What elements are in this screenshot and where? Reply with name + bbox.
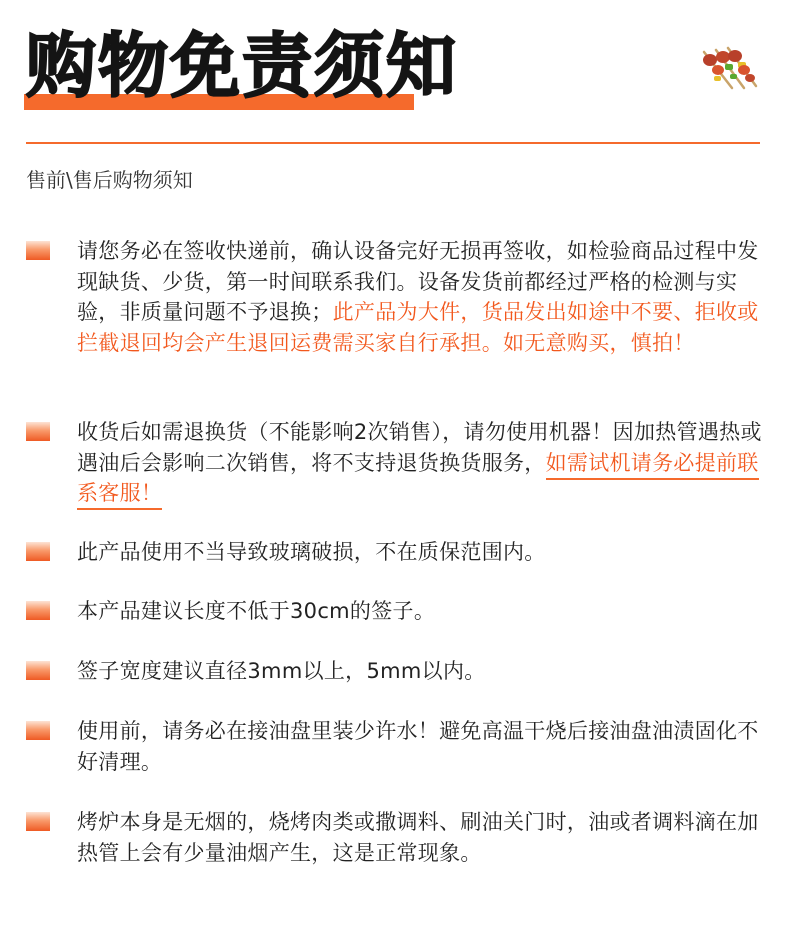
item-text <box>77 236 771 358</box>
bullet-marker <box>26 812 50 831</box>
bullet-marker <box>26 422 50 441</box>
bullet-marker <box>26 721 50 740</box>
item-text <box>77 417 771 509</box>
page-subtitle: 售前\售后购物须知 <box>26 168 193 192</box>
skewer-icon <box>698 44 762 92</box>
item-text: 本产品建议长度不低于30cm的签子。 <box>77 599 436 623</box>
header-divider <box>26 142 760 144</box>
bullet-marker <box>26 661 50 680</box>
item-text: 使用前，请务必在接油盘里装少许水！避免高温干烧后接油盘油渍固化不好清理。 <box>77 719 759 774</box>
item-text: 此产品使用不当导致玻璃破损，不在质保范围内。 <box>77 540 546 564</box>
item-highlight: 如需试机请务必提前联系客服！ <box>77 451 759 511</box>
page-title: 购物免责须知 <box>26 25 458 107</box>
item-body: 请您务必在签收快递前，确认设备完好无损再签收，如检验商品过程中发现缺货、少货，第一时间联系我们。设备发货前都经过严格的检测与实验，非质量问题不予退换； <box>77 239 759 324</box>
item-highlight: 此产品为大件，货品发出如途中不要、拒收或拦截退回均会产生退回运费需买家自行承担。如无意购买，慎拍！ <box>77 300 759 355</box>
item-body: 收货后如需退换货（不能影响2次销售），请勿使用机器！因加热管遇热或遇油后会影响二次销售，将不支持退货换货服务， <box>77 420 762 475</box>
bullet-marker <box>26 601 50 620</box>
item-text: 烤炉本身是无烟的，烧烤肉类或撒调料、刷油关门时，油或者调料滴在加热管上会有少量油烟产生，这是正常现象。 <box>77 810 759 865</box>
bullet-marker <box>26 542 50 561</box>
item-text: 签子宽度建议直径3mm以上，5mm以内。 <box>77 659 486 683</box>
bullet-marker <box>26 241 50 260</box>
